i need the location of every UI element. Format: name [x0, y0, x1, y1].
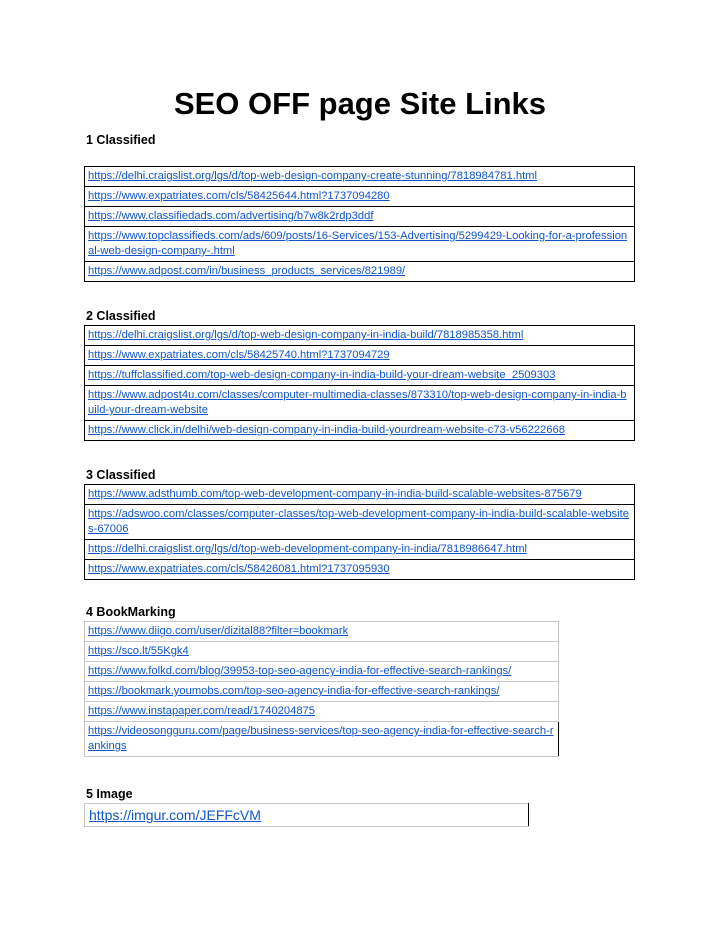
table-row — [85, 560, 635, 580]
link[interactable]: https://www.folkd.com/blog/39953-top-seo-agency-india-for-effective-search-rankings/ — [88, 665, 512, 677]
links-table-classified-3 — [84, 484, 635, 580]
section-heading-classified-3: 3 Classified — [86, 468, 156, 482]
table-row — [85, 540, 635, 560]
link[interactable]: https://www.topclassifieds.com/ads/609/posts/16-Services/153-Advertising/5299429-Looking-for-a-professional-web-design-company-.html — [88, 230, 628, 257]
table-row — [85, 262, 635, 282]
link[interactable]: https://www.adpost.com/in/business_products_services/821989/ — [88, 265, 406, 277]
table-row — [85, 642, 559, 662]
section-heading-classified-1: 1 Classified — [86, 133, 156, 147]
table-row — [85, 485, 635, 505]
section-heading-classified-2: 2 Classified — [86, 309, 156, 323]
section-heading-image: 5 Image — [86, 787, 133, 801]
link[interactable]: https://adswoo.com/classes/computer-classes/top-web-development-company-in-india-build-scalable-websites-67006 — [88, 508, 629, 535]
link[interactable]: https://www.classifiedads.com/advertising/b7w8k2rdp3ddf — [88, 210, 374, 222]
table-row — [85, 187, 635, 207]
table-row — [85, 804, 529, 827]
link[interactable]: https://www.instapaper.com/read/1740204875 — [88, 705, 316, 717]
table-row — [85, 366, 635, 386]
links-table-image — [84, 803, 529, 827]
links-table-classified-2 — [84, 325, 635, 441]
link[interactable]: https://www.adsthumb.com/top-web-development-company-in-india-build-scalable-websites-875679 — [88, 488, 582, 500]
table-row — [85, 722, 559, 757]
link[interactable]: https://imgur.com/JEFFcVM — [89, 807, 261, 823]
link[interactable]: https://bookmark.youmobs.com/top-seo-agency-india-for-effective-search-rankings/ — [88, 685, 500, 697]
link[interactable]: https://www.expatriates.com/cls/58425644.html?1737094280 — [88, 190, 390, 202]
table-row — [85, 682, 559, 702]
table-row — [85, 505, 635, 540]
link[interactable]: https://videosongguru.com/page/business-services/top-seo-agency-india-for-effective-search-rankings — [88, 725, 554, 752]
table-row — [85, 662, 559, 682]
table-row — [85, 227, 635, 262]
link[interactable]: https://delhi.craigslist.org/lgs/d/top-web-development-company-in-india/7818986647.html — [88, 543, 528, 555]
link[interactable]: https://sco.lt/55Kgk4 — [88, 645, 189, 657]
link[interactable]: https://www.expatriates.com/cls/58425740.html?1737094729 — [88, 349, 390, 361]
table-row — [85, 207, 635, 227]
table-row — [85, 326, 635, 346]
link[interactable]: https://tuffclassified.com/top-web-design-company-in-india-build-your-dream-website_2509303 — [88, 369, 556, 381]
section-heading-bookmarking: 4 BookMarking — [86, 605, 176, 619]
page-title: SEO OFF page Site Links — [173, 86, 547, 121]
links-table-classified-1 — [84, 166, 635, 282]
link[interactable]: https://delhi.craigslist.org/lgs/d/top-web-design-company-create-stunning/7818984781.html — [88, 170, 537, 182]
table-row — [85, 622, 559, 642]
table-row — [85, 702, 559, 722]
table-row — [85, 386, 635, 421]
link[interactable]: https://www.adpost4u.com/classes/computer-multimedia-classes/873310/top-web-design-company-in-india-build-your-dream-website — [88, 389, 627, 416]
table-row — [85, 167, 635, 187]
link[interactable]: https://delhi.craigslist.org/lgs/d/top-web-design-company-in-india-build/7818985358.html — [88, 329, 524, 341]
link[interactable]: https://www.expatriates.com/cls/58426081.html?1737095930 — [88, 563, 390, 575]
link[interactable]: https://www.click.in/delhi/web-design-company-in-india-build-yourdream-website-c73-v56222668 — [88, 424, 565, 436]
link[interactable]: https://www.diigo.com/user/dizital88?filter=bookmark — [88, 625, 349, 637]
table-row — [85, 346, 635, 366]
table-row — [85, 421, 635, 441]
links-table-bookmarking — [84, 621, 559, 757]
